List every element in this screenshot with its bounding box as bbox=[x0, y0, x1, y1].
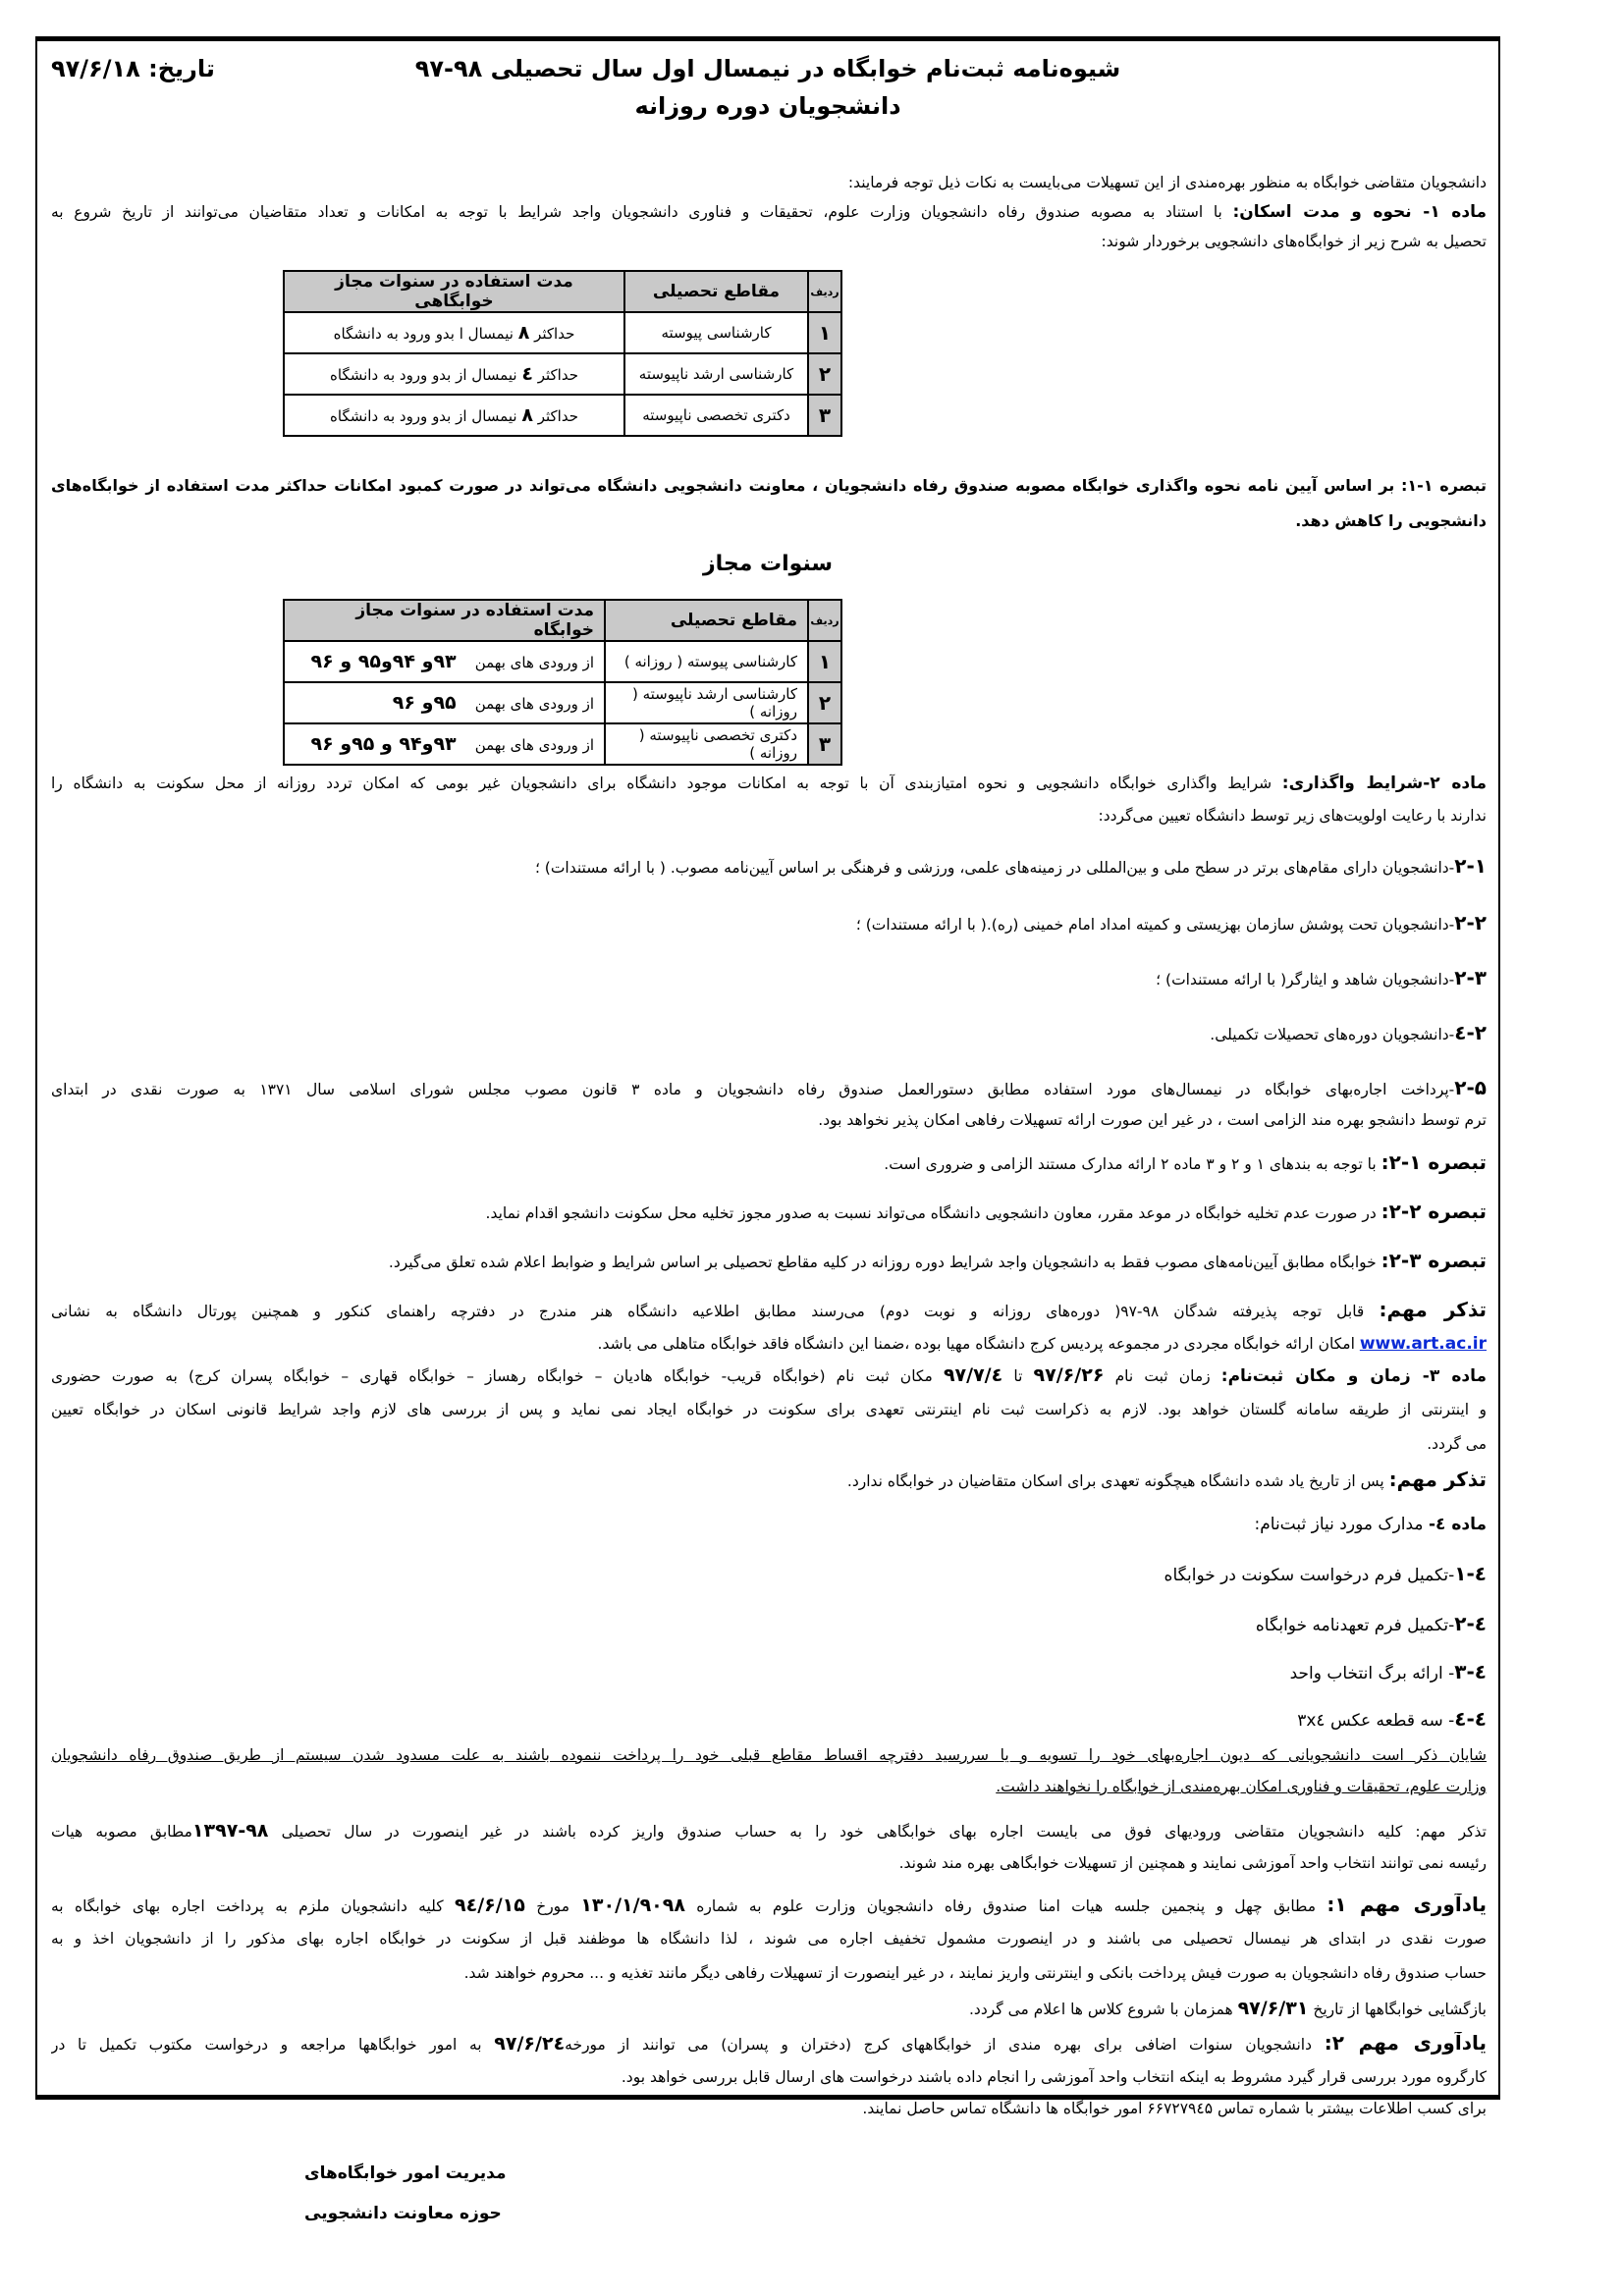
reminder-text: مورخ bbox=[524, 1897, 581, 1915]
registration-start-date: ۹۷/۶/۲۶ bbox=[1033, 1364, 1105, 1386]
article2-label: ماده ۲-شرایط واگذاری: bbox=[1281, 774, 1487, 793]
table-dorm-duration bbox=[283, 270, 842, 437]
academic-year: ۹۸-۱۳۹۷ bbox=[191, 1820, 269, 1842]
col-header-level: مقاطع تحصیلی bbox=[624, 271, 808, 312]
article3-label: ماده ۳- زمان و مکان ثبت‌نام: bbox=[1220, 1366, 1487, 1386]
table-header-row bbox=[284, 271, 841, 312]
item-number: ۲-۱ bbox=[1454, 855, 1487, 878]
article2-item-3 bbox=[51, 967, 1487, 990]
entry-years: ۹۳و ۹۴و۹۵ و ۹۶ bbox=[310, 651, 457, 672]
row-years bbox=[284, 723, 605, 765]
note2-1 bbox=[51, 1151, 1487, 1175]
item-text: -پرداخت اجاره‌بهای خوابگاه در نیمسال‌های مورد استفاده مطابق دستورالعمل صندوق رفاه دانشجویان و ماده ۳ قانون مصوب مجلس شورای اسلامی سال ۱۳۷۱ به صورت نقدی در ابتدای bbox=[51, 1081, 1455, 1098]
note-text: در صورت عدم تخلیه خوابگاه در موعد مقرر، معاون دانشجویی دانشگاه می‌تواند نسبت به صدور مجوز تخلیه محل سکونت دانشجو اقدام نماید. bbox=[485, 1204, 1381, 1222]
article4-item-1 bbox=[51, 1563, 1487, 1586]
contact-text: امور خوابگاه ها دانشگاه تماس حاصل نمایند. bbox=[862, 2100, 1148, 2117]
important3-text: مطابق مصوبه هیات bbox=[51, 1823, 192, 1841]
duration-pre: حداکثر bbox=[537, 407, 578, 425]
duration-pre: حداکثر bbox=[534, 325, 575, 343]
row-level: کارشناسی پیوسته bbox=[624, 312, 808, 353]
important1-line2 bbox=[51, 1333, 1487, 1355]
duration-post: نیمسال از بدو ورود به دانشگاه bbox=[330, 407, 517, 425]
reopening-text: همزمان با شروع کلاس ها اعلام می گردد. bbox=[969, 2001, 1238, 2018]
table-row bbox=[284, 353, 841, 395]
reminder1-line3: حساب صندوق رفاه دانشجویان به صورت فیش پرداخت بانکی و اینترنتی واریز نمایند ، در غیر اینصورت از تسهیلات رفاهی دیگر مانند تغذیه و ... محروم خواهند شد. bbox=[463, 1964, 1487, 1982]
important3-line2: رئیسه نمی توانند انتخاب واحد آموزشی نمایند و همچنین از تسهیلات خوابگاهی بهره مند شوند. bbox=[898, 1854, 1487, 1872]
document-subtitle: دانشجویان دوره روزانه bbox=[634, 92, 901, 120]
reopening-text: بازگشایی خوابگاهها از تاریخ bbox=[1308, 2001, 1487, 2018]
col-header-index: ردیف bbox=[808, 600, 841, 641]
intro-text: دانشجویان متقاضی خوابگاه به منظور بهره‌مندی از این تسهیلات می‌بایست به نکات ذیل توجه فرمایند: bbox=[847, 174, 1487, 191]
warning-line2: وزارت علوم، تحقیقات و فناوری امکان بهره‌مندی از خوابگاه را نخواهند داشت. bbox=[996, 1778, 1487, 1795]
note-label: تبصره ۱-۲: bbox=[1380, 1151, 1487, 1174]
article2-text: شرایط واگذاری خوابگاه دانشجویی و نحوه امتیازبندی آن با توجه به امکانات موجود دانشگاه برای دانشجویان غیر بومی که امکان تردد روزانه از محل سکونت به دانشگاه را bbox=[51, 774, 1282, 792]
table-row bbox=[284, 312, 841, 353]
row-index: ۲ bbox=[808, 682, 841, 723]
reopening-date: ۹۷/۶/۳۱ bbox=[1237, 1998, 1309, 2019]
date-label: تاریخ: bbox=[148, 55, 215, 82]
reminder-label: یادآوری مهم ۲: bbox=[1324, 2032, 1487, 2055]
item-number: ٤-٤ bbox=[1454, 1708, 1487, 1731]
article3-line3: می گردد. bbox=[1427, 1435, 1487, 1453]
entry-label: از ورودی های بهمن bbox=[474, 654, 594, 671]
reopening-notice bbox=[51, 1998, 1487, 2020]
row-level: دکتری تخصصی ناپیوسته ( روزانه ) bbox=[605, 723, 808, 765]
item-text: - سه قطعه عکس ۳x٤ bbox=[1297, 1711, 1455, 1731]
table-row bbox=[284, 395, 841, 436]
contact-phone: ۶۶۷۲۷۹٤۵ bbox=[1147, 2100, 1214, 2117]
article4-item-4 bbox=[51, 1708, 1487, 1732]
item-text: -دانشجویان دارای مقام‌های برتر در سطح ملی و بین‌المللی در زمینه‌های علمی، ورزشی و فرهنگی بر اساس آیین‌نامه مصوب. ( با ارائه مستندات) ؛ bbox=[534, 859, 1455, 877]
article4-item-2 bbox=[51, 1613, 1487, 1636]
item-text: - ارائه برگ انتخاب واحد bbox=[1289, 1664, 1455, 1683]
duration-post: نیمسال از بدو ورود به دانشگاه bbox=[330, 366, 517, 384]
article4-item-3 bbox=[51, 1661, 1487, 1684]
important-text: پس از تاریخ یاد شده دانشگاه هیچگونه تعهدی برای اسکان متقاضیان در خوابگاه ندارد. bbox=[846, 1472, 1389, 1490]
document-frame bbox=[35, 36, 1500, 2117]
row-index: ۳ bbox=[808, 395, 841, 436]
note1-1-line1: تبصره ۱-۱: بر اساس آیین نامه نحوه واگذاری خوابگاه مصوبه صندوق رفاه دانشجویان ، معاونت دانشجویی دانشگاه می‌تواند در صورت کمبود امکانات حداکثر مدت استفاده از خوابگاه‌های bbox=[51, 476, 1487, 495]
row-duration bbox=[284, 353, 624, 395]
contact-text: برای کسب اطلاعات بیشتر با شماره تماس bbox=[1213, 2100, 1487, 2117]
duration-num: ٤ bbox=[521, 363, 533, 385]
important-label: تذکر مهم: bbox=[1379, 1299, 1487, 1321]
duration-post: نیمسال ا بدو ورود به دانشگاه bbox=[333, 325, 514, 343]
registration-end-date: ۹۷/۷/٤ bbox=[943, 1364, 1003, 1386]
note-label: تبصره ۲-۲: bbox=[1380, 1201, 1487, 1223]
university-website-link[interactable]: www.art.ac.ir bbox=[1359, 1334, 1487, 1354]
item-text: -دانشجویان شاهد و ایثارگر( با ارائه مستندات) ؛ bbox=[1156, 971, 1455, 988]
item-number: ٤-۲ bbox=[1454, 1613, 1487, 1635]
item-number: ٤-۱ bbox=[1454, 1563, 1487, 1585]
reminder-text: دانشجویان سنوات اضافی برای بهره مندی از خوابگاههای کرج (دختران و پسران) می توانند از مورخه bbox=[565, 2036, 1325, 2054]
note-label: تبصره ۳-۲: bbox=[1380, 1250, 1487, 1272]
document-date bbox=[51, 55, 215, 82]
article1-text: با استناد به مصوبه صندوق رفاه دانشجویان وزارت علوم، تحقیقات و فناوری دانشجویان واجد شرایط با توجه به امکانات و تعداد متقاضیان می‌توانند از تاریخ شروع به bbox=[51, 203, 1233, 221]
reminder2-line2: کارگروه مورد بررسی قرار گیرد مشروط به اینکه انتخاب واحد آموزشی را انجام داده باشند درخواست های ارسال قابل بررسی خواهد بود. bbox=[621, 2068, 1487, 2086]
entry-label: از ورودی های بهمن bbox=[474, 695, 594, 713]
article3-line2: و اینترنتی از طریقه سامانه گلستان خواهد بود. لازم به ذکراست ثبت نام اینترنتی تعهدی برای سکونت در خوابگاه ایجاد نمی نماید و پس از بررسی های لازم واجد شرایط قانونی اسکان در خوابگاه تعیین bbox=[51, 1401, 1487, 1418]
table-row bbox=[284, 723, 841, 765]
row-level: کارشناسی ارشد ناپیوسته bbox=[624, 353, 808, 395]
entry-years: ۹۳و۹۴ و ۹۵و ۹۶ bbox=[310, 733, 457, 755]
article2-item-1 bbox=[51, 855, 1487, 879]
article1-label: ماده ۱- نحوه و مدت اسکان: bbox=[1232, 202, 1487, 222]
important-label: تذکر مهم: bbox=[1388, 1468, 1487, 1491]
row-duration bbox=[284, 312, 624, 353]
article3-text: زمان ثبت نام bbox=[1104, 1367, 1221, 1385]
item-number: ٤-۳ bbox=[1454, 1661, 1487, 1683]
note2-2 bbox=[51, 1201, 1487, 1224]
contact-info bbox=[51, 2098, 1487, 2119]
table-row bbox=[284, 641, 841, 682]
table-header-row bbox=[284, 600, 841, 641]
article3-line1 bbox=[51, 1364, 1487, 1387]
duration-num: ۸ bbox=[517, 322, 530, 344]
item-text: -دانشجویان دوره‌های تحصیلات تکمیلی. bbox=[1210, 1026, 1455, 1043]
important-text: امکان ارائه خوابگاه مجردی در مجموعه پردیس کرج دانشگاه مهیا بوده ،ضمنا این دانشگاه فاقد خوابگاه متاهلی می باشد. bbox=[597, 1335, 1360, 1353]
table-allowed-years bbox=[283, 599, 842, 766]
decision-date: ۹٤/۶/۱۵ bbox=[455, 1895, 525, 1916]
reminder-label: یادآوری مهم ۱: bbox=[1326, 1894, 1487, 1916]
document-title: شیوه‌نامه ثبت‌نام خوابگاه در نیمسال اول سال تحصیلی ۹۸-۹۷ bbox=[414, 55, 1121, 82]
article3-text: مکان ثبت نام (خوابگاه قریب- خوابگاه هادیان – خوابگاه رهساز – خوابگاه قهاری – خوابگاه پسران کرج) به صورت حضوری bbox=[51, 1367, 944, 1385]
warning-line1: شایان ذکر است دانشجویانی که دیون اجاره‌بهای خود را تسویه و یا سررسید دفترچه اقساط مقاطع قبلی خود را پرداخت ننموده باشند به علت مسدود شدن سیستم از طریق صندوق رفاه دانشجویان bbox=[51, 1746, 1487, 1764]
article4-heading bbox=[51, 1514, 1487, 1535]
article1-line1 bbox=[51, 201, 1487, 223]
note1-1-line2: دانشجویی را کاهش دهد. bbox=[1295, 511, 1487, 530]
item-number: ۲-٤ bbox=[1454, 1022, 1487, 1044]
row-index: ۱ bbox=[808, 641, 841, 682]
item-text: -دانشجویان تحت پوشش سازمان بهزیستی و کمیته امداد امام خمینی (ره).( با ارائه مستندات) ؛ bbox=[855, 916, 1455, 934]
article3-text: تا bbox=[1002, 1367, 1034, 1385]
duration-num: ۸ bbox=[521, 404, 533, 426]
article2-item-4 bbox=[51, 1022, 1487, 1045]
row-level: دکتری تخصصی ناپیوسته bbox=[624, 395, 808, 436]
article2-line2: ندارند با رعایت اولویت‌های زیر توسط دانشگاه تعیین می‌گردد: bbox=[1098, 807, 1487, 825]
row-index: ۳ bbox=[808, 723, 841, 765]
note-text: خوابگاه مطابق آیین‌نامه‌های مصوب فقط به دانشجویان واجد شرایط دوره روزانه در کلیه مقاطع تحصیلی بر اساس شرایط و ضوابط اعلام شده تعلق می‌گیرد. bbox=[388, 1254, 1381, 1271]
col-header-duration: مدت استفاده در سنوات مجاز خوابگاهی bbox=[284, 271, 624, 312]
signature-line1: مدیریت امور خوابگاه‌های bbox=[304, 2163, 507, 2183]
important3-line1 bbox=[51, 1820, 1487, 1842]
article4-title: مدارک مورد نیاز ثبت‌نام: bbox=[1254, 1515, 1429, 1534]
row-years bbox=[284, 682, 605, 723]
reminder-text: به امور خوابگاهها مراجعه و درخواست مکتوب تکمیل تا در bbox=[51, 2036, 495, 2054]
row-index: ۲ bbox=[808, 353, 841, 395]
duration-pre: حداکثر bbox=[537, 366, 578, 384]
col-header-duration: مدت استفاده در سنوات مجاز خوابگاه bbox=[284, 600, 605, 641]
article2-line1 bbox=[51, 773, 1487, 794]
col-header-index: ردیف bbox=[808, 271, 841, 312]
reminder2-date: ۹۷/۶/۲٤ bbox=[494, 2033, 566, 2055]
reminder1-line2: صورت نقدی در ابتدای هر نیمسال تحصیلی می باشند و در اینصورت مشمول تخفیف اجاره می شوند ، لذا دانشگاه ها موظفند قبل از سکونت در خوابگاه اجاره بهای مذکور را از دانشجویان اخذ و به bbox=[51, 1930, 1487, 1948]
item-number: ۲-۳ bbox=[1454, 967, 1487, 989]
item-number: ۲-۵ bbox=[1454, 1077, 1487, 1099]
col-header-level: مقاطع تحصیلی bbox=[605, 600, 808, 641]
article2-item-2 bbox=[51, 912, 1487, 935]
article4-label: ماده ٤- bbox=[1428, 1515, 1487, 1534]
signature-line2: حوزه معاونت دانشجویی bbox=[304, 2204, 502, 2223]
row-level: کارشناسی پیوسته ( روزانه ) bbox=[605, 641, 808, 682]
reminder-text: مطابق چهل و پنجمین جلسه هیات امنا صندوق رفاه دانشجویان وزارت علوم به شماره bbox=[684, 1897, 1327, 1915]
article2-item-5-line1 bbox=[51, 1077, 1487, 1100]
row-index: ۱ bbox=[808, 312, 841, 353]
item-text: -تکمیل فرم تعهدنامه خوابگاه bbox=[1255, 1616, 1455, 1635]
article2-item-5-line2: ترم توسط دانشجو بهره مند الزامی است ، در غیر این صورت ارائه تسهیلات رفاهی امکان پذیر نخواهد بود. bbox=[818, 1111, 1487, 1129]
item-text: -تکمیل فرم درخواست سکونت در خوابگاه bbox=[1164, 1566, 1455, 1585]
reminder2-line1 bbox=[51, 2032, 1487, 2056]
note-text: با توجه به بندهای ۱ و ۲ و ۳ ماده ۲ ارائه مدارک مستند الزامی و ضروری است. bbox=[884, 1155, 1381, 1173]
item-number: ۲-۲ bbox=[1454, 912, 1487, 934]
article1-line2: تحصیل به شرح زیر از خوابگاه‌های دانشجویی برخوردار شوند: bbox=[1101, 233, 1487, 250]
note2-3 bbox=[51, 1250, 1487, 1273]
important3-text: تذکر مهم: کلیه دانشجویان متقاضی ورودیهای فوق می بایست اجاره بهای خوابگاهی خود را به حساب صندوق واریز کرده باشند در غیر اینصورت در سال تحصیلی bbox=[268, 1823, 1487, 1841]
important1-line1 bbox=[51, 1299, 1487, 1322]
date-value: ۹۷/۶/۱۸ bbox=[51, 55, 140, 82]
row-years bbox=[284, 641, 605, 682]
important2 bbox=[51, 1468, 1487, 1492]
important-text: قابل توجه پذیرفته شدگان ۹۸-۹۷( دوره‌های روزانه و نوبت دوم) می‌رسند مطابق اطلاعیه دانشگاه هنر مندرج در دفترچه راهنمای کنکور و همچنین پورتال دانشگاه به نشانی bbox=[51, 1303, 1380, 1320]
decision-number: ۱۳۰/۱/۹۰۹۸ bbox=[580, 1895, 685, 1916]
entry-years: ۹۵و ۹۶ bbox=[392, 692, 457, 714]
reminder-text: کلیه دانشجویان ملزم به پرداخت اجاره بهای خوابگاه به bbox=[51, 1897, 455, 1915]
reminder1-line1 bbox=[51, 1894, 1487, 1917]
table2-title: سنوات مجاز bbox=[702, 552, 834, 576]
table-row bbox=[284, 682, 841, 723]
row-duration bbox=[284, 395, 624, 436]
entry-label: از ورودی های بهمن bbox=[474, 736, 594, 754]
row-level: کارشناسی ارشد ناپیوسته ( روزانه ) bbox=[605, 682, 808, 723]
